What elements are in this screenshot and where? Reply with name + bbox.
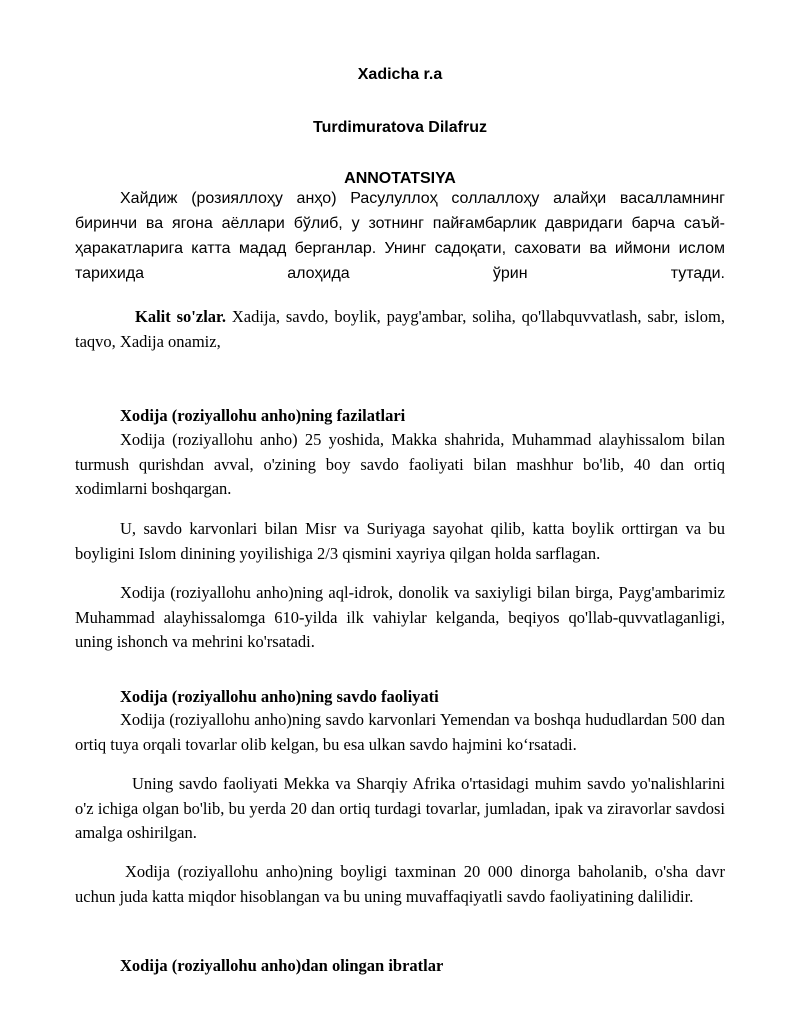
annotation-heading: ANNOTATSIYA: [344, 170, 456, 187]
body-paragraph: U, savdo karvonlari bilan Misr va Suriyaga sayohat qilib, katta boylik orttirgan va bu boyligini Islom dinining yoyilishiga 2/3 qismini xayriya qilgan holda sarflagan.: [75, 519, 725, 563]
keywords-label: Kalit so'zlar.: [135, 307, 226, 326]
author-name: Turdimuratova Dilafruz: [313, 119, 487, 136]
body-paragraph: Xodija (roziyallohu anho)ning aql-idrok, donolik va saxiyligi bilan birga, Payg'ambarimiz Muhammad alayhissalomga 610-yilda ilk vahiylar kelganda, beqiyos qo'llab-quvvatlaganligi, uning ishonch va mehrini ko'rsatadi.: [75, 583, 725, 651]
section-heading-ibratlar: Xodija (roziyallohu anho)dan olingan ibratlar: [120, 956, 444, 975]
keywords-text: Xadija, savdo, boylik, payg'ambar, soliha, qo'llabquvvatlash, sabr, islom, taqvo, Xadija onamiz,: [75, 307, 725, 351]
keywords-paragraph: [75, 305, 725, 354]
section-heading-savdo-faoliyati: Xodija (roziyallohu anho)ning savdo faoliyati: [120, 687, 439, 706]
abstract-paragraph: Хайдиж (розияллоҳу анҳо) Расулуллоҳ соллаллоҳу алайҳи васалламнинг биринчи ва ягона аёллари бўлиб, у зотнинг пайғамбарлик давридаги барча саъй-ҳаракатларига катта мадад берганлар. Унинг садоқати, саховати ва иймони ислом тарихида алоҳида ўрин тутади.: [75, 190, 725, 282]
body-paragraph: Xodija (roziyallohu anho) 25 yoshida, Makka shahrida, Muhammad alayhissalom bilan turmush qurishdan avval, o'zining boy savdo faoliyati bilan mashhur bo'lib, 40 dan ortiq xodimlarni boshqargan.: [75, 430, 725, 498]
section-heading-fazilatlari: Xodija (roziyallohu anho)ning fazilatlari: [120, 406, 406, 425]
document-title: Xadicha r.a: [357, 66, 443, 83]
body-paragraph: Xodija (roziyallohu anho)ning savdo karvonlari Yemendan va boshqa hududlardan 500 dan ortiq tuya orqali tovarlar olib kelgan, bu esa ulkan savdo hajmini ko‘rsatadi.: [75, 710, 725, 754]
body-paragraph: Uning savdo faoliyati Mekka va Sharqiy Afrika o'rtasidagi muhim savdo yo'nalishlarini o'z ichiga olgan bo'lib, bu yerda 20 dan ortiq turdagi tovarlar, jumladan, ipak va ziravorlar savdosi amalga oshirilgan.: [75, 774, 725, 842]
body-paragraph: Xodija (roziyallohu anho)ning boyligi taxminan 20 000 dinorga baholanib, o'sha davr uchun juda katta miqdor hisoblangan va bu uning muvaffaqiyatli savdo faoliyatining dalilidir.: [75, 862, 725, 906]
